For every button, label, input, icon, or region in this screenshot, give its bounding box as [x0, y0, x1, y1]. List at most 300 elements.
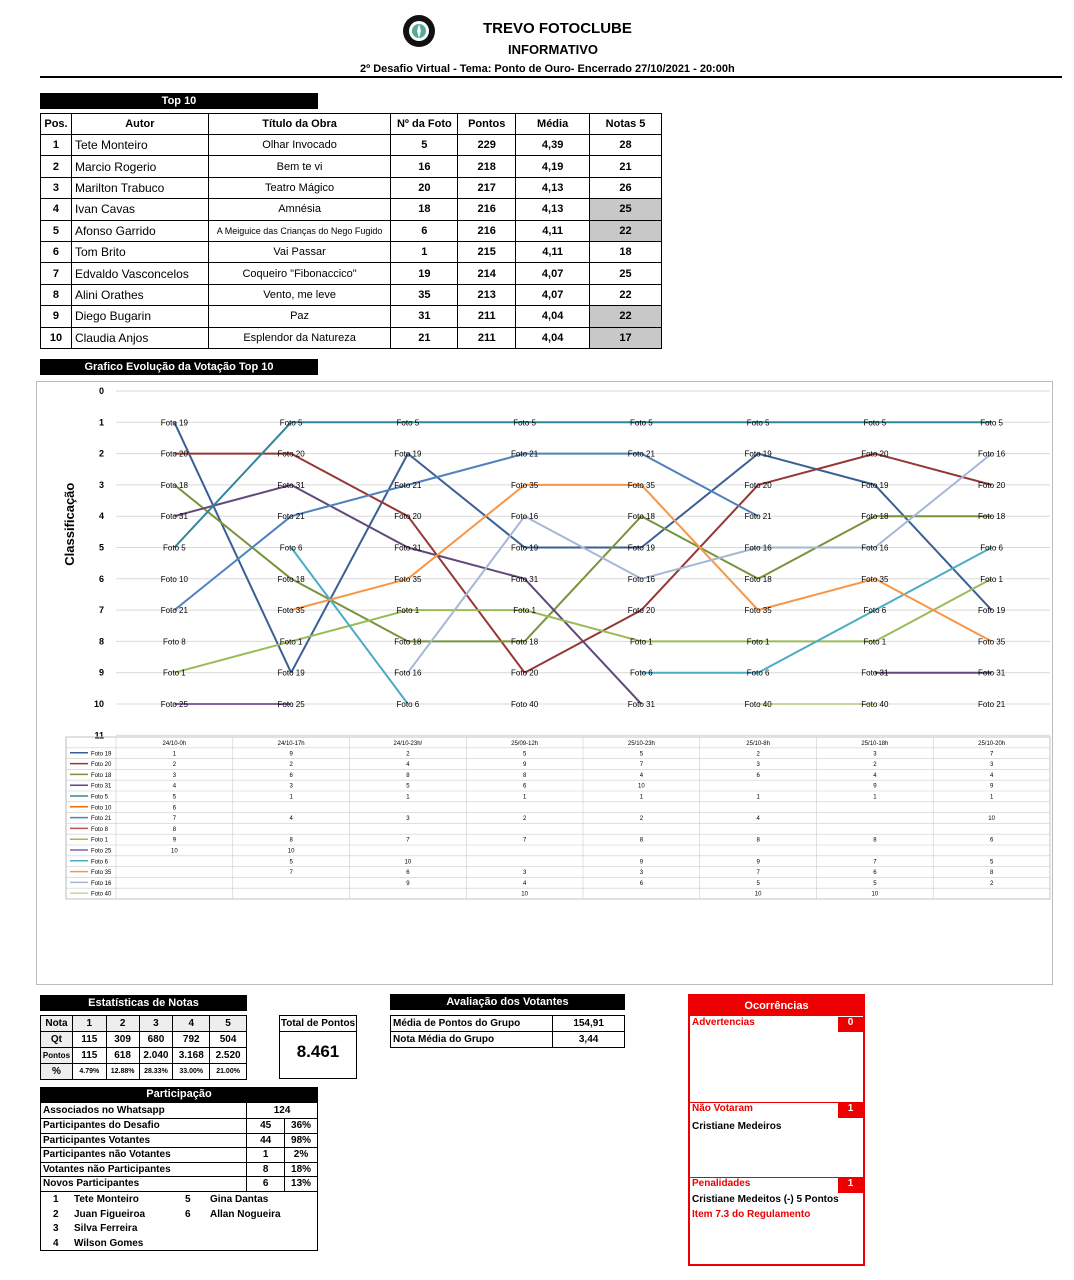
y-tick-label: 0 — [98, 386, 104, 396]
data-table-value: 4 — [989, 772, 994, 779]
author-cell: Claudia Anjos — [71, 327, 208, 348]
author-cell: Marilton Trabuco — [71, 177, 208, 198]
data-table-value: 3 — [406, 816, 410, 823]
data-table-value: 6 — [289, 772, 293, 779]
legend-entry: Foto 6 — [91, 859, 109, 866]
point-label: Foto 5 — [279, 418, 303, 428]
stats-cell: % — [41, 1064, 73, 1080]
point-label: Foto 6 — [863, 606, 887, 616]
new-participant-row — [40, 1209, 318, 1224]
data-table-frame — [66, 737, 1050, 899]
x-category-label: 24/10-17h — [277, 741, 305, 747]
data-table-value: 3 — [989, 762, 994, 769]
data-table-value: 7 — [522, 837, 527, 844]
title-cell: Olhar Invocado — [208, 135, 391, 156]
top10-col-header: Média — [516, 114, 590, 135]
legend-entry: Foto 10 — [91, 805, 112, 812]
top10-row — [41, 199, 662, 220]
point-label: Foto 16 — [511, 512, 539, 522]
stats-cell: 504 — [210, 1032, 247, 1048]
aval-value: 3,44 — [553, 1032, 625, 1048]
stats-cell: 2 — [106, 1016, 139, 1032]
data-table-value: 8 — [172, 826, 177, 833]
stats-cell: 28.33% — [139, 1064, 173, 1080]
point-label: Foto 16 — [394, 668, 422, 678]
participation-label: Novos Participantes — [41, 1177, 247, 1192]
point-label: Foto 20 — [511, 668, 539, 678]
participation-row — [41, 1133, 318, 1148]
stats-row — [41, 1016, 247, 1032]
point-label: Foto 18 — [394, 637, 422, 647]
point-label: Foto 19 — [160, 418, 188, 428]
average-cell: 4,39 — [516, 135, 590, 156]
data-table-value: 2 — [989, 880, 994, 887]
series-line-foto-31 — [174, 485, 291, 516]
stats-cell: 3 — [139, 1016, 173, 1032]
data-table-value: 5 — [289, 859, 293, 866]
average-cell: 4,13 — [516, 199, 590, 220]
point-label: Foto 21 — [277, 512, 305, 522]
stats-cell: 115 — [72, 1032, 106, 1048]
fives-cell: 21 — [590, 156, 662, 177]
title-cell: Vento, me leve — [208, 284, 391, 305]
points-cell: 216 — [458, 220, 516, 241]
point-label: Foto 31 — [160, 512, 188, 522]
data-table-value: 4 — [756, 816, 760, 823]
new-participants-list — [40, 1194, 318, 1252]
points-cell: 229 — [458, 135, 516, 156]
data-table-value: 10 — [871, 891, 879, 898]
new-participant-row — [40, 1223, 318, 1238]
participation-title: Participação — [40, 1087, 318, 1102]
fives-cell: 18 — [590, 241, 662, 262]
points-cell: 215 — [458, 241, 516, 262]
point-label: Foto 1 — [513, 606, 536, 616]
fives-cell: 26 — [590, 177, 662, 198]
point-label: Foto 21 — [627, 449, 655, 459]
participant-number: 6 — [185, 1208, 191, 1220]
participation-label: Participantes Votantes — [41, 1133, 247, 1148]
x-category-label: 25/10-20h — [978, 741, 1006, 747]
x-category-label: 25/10-23h — [627, 741, 655, 747]
points-cell: 218 — [458, 156, 516, 177]
photo-number-cell: 16 — [391, 156, 458, 177]
legend-entry: Foto 1 — [91, 837, 109, 844]
position-cell: 4 — [41, 199, 72, 220]
top10-row — [41, 306, 662, 327]
series-line-foto-16 — [641, 548, 758, 579]
evolution-chart — [36, 381, 1053, 985]
data-table-value: 8 — [756, 837, 760, 844]
point-label: Foto 31 — [277, 480, 305, 490]
stats-cell: 4.79% — [72, 1064, 106, 1080]
data-table-value: 7 — [756, 870, 760, 877]
point-label: Foto 20 — [627, 606, 655, 616]
point-label: Foto 5 — [513, 418, 536, 428]
participation-label: Votantes não Participantes — [41, 1162, 247, 1177]
points-cell: 214 — [458, 263, 516, 284]
top10-row — [41, 284, 662, 305]
data-table-value: 7 — [639, 762, 644, 769]
series-line-foto-16 — [875, 454, 992, 548]
data-table-value: 6 — [873, 870, 877, 877]
point-label: Foto 19 — [744, 449, 772, 459]
data-table-value: 8 — [873, 837, 877, 844]
series-line-foto-1 — [174, 641, 291, 672]
top10-col-header: Pontos — [458, 114, 516, 135]
point-label: Foto 35 — [627, 480, 655, 490]
point-label: Foto 6 — [746, 668, 770, 678]
penalties-count: 1 — [837, 1178, 863, 1193]
point-label: Foto 16 — [744, 543, 772, 553]
photo-number-cell: 31 — [391, 306, 458, 327]
point-label: Foto 20 — [861, 449, 889, 459]
participant-number: 2 — [53, 1208, 59, 1220]
aval-row — [391, 1016, 625, 1032]
top10-row — [41, 263, 662, 284]
participant-name: Tete Monteiro — [74, 1194, 139, 1205]
aval-label: Média de Pontos do Grupo — [391, 1016, 553, 1032]
stats-cell: 115 — [72, 1048, 106, 1064]
club-title: TREVO FOTOCLUBE — [483, 20, 632, 37]
data-table-value: 10 — [754, 891, 762, 898]
penalties-header — [690, 1178, 863, 1193]
stats-row — [41, 1048, 247, 1064]
top10-row — [41, 241, 662, 262]
title-cell: Amnésia — [208, 199, 391, 220]
data-table-value: 5 — [873, 880, 877, 887]
point-label: Foto 18 — [861, 512, 889, 522]
stats-cell: Qt — [41, 1032, 73, 1048]
legend-entry: Foto 20 — [91, 762, 112, 769]
total-box — [279, 1015, 357, 1079]
point-label: Foto 18 — [160, 480, 188, 490]
data-table-value: 10 — [988, 816, 995, 823]
data-table-value: 2 — [873, 762, 877, 769]
author-cell: Marcio Rogerio — [71, 156, 208, 177]
stats-cell: 2.520 — [210, 1048, 247, 1064]
position-cell: 10 — [41, 327, 72, 348]
aval-title: Avaliação dos Votantes — [390, 994, 625, 1010]
participant-name: Gina Dantas — [210, 1194, 269, 1205]
participation-row — [41, 1148, 318, 1163]
point-label: Foto 35 — [744, 606, 772, 616]
points-cell: 211 — [458, 306, 516, 327]
data-table-value: 2 — [406, 751, 410, 758]
top10-col-header: Nº da Foto — [391, 114, 458, 135]
x-category-label: 25/10-8h — [746, 741, 770, 747]
data-table-value: 9 — [873, 783, 877, 790]
data-table-value: 5 — [639, 751, 644, 758]
top10-row — [41, 135, 662, 156]
point-label: Foto 6 — [396, 700, 420, 709]
point-label: Foto 1 — [980, 574, 1003, 584]
title-cell: Paz — [208, 306, 391, 327]
aval-label: Nota Média do Grupo — [391, 1032, 553, 1048]
data-table-value: 2 — [172, 762, 177, 769]
points-cell: 213 — [458, 284, 516, 305]
point-label: Foto 19 — [861, 480, 889, 490]
occurrences-title: Ocorrências — [690, 996, 863, 1016]
point-label: Foto 6 — [630, 668, 653, 678]
occurrences-box — [688, 994, 865, 1266]
y-tick-label: 2 — [98, 448, 104, 459]
fives-cell: 22 — [590, 220, 662, 241]
series-line-foto-1 — [525, 610, 642, 641]
challenge-info: 2º Desafio Virtual - Tema: Ponto de Ouro- Encerrado 27/10/2021 - 20:00h — [360, 63, 735, 75]
data-table-value: 7 — [873, 859, 877, 866]
fives-cell: 25 — [590, 199, 662, 220]
photo-number-cell: 5 — [391, 135, 458, 156]
point-label: Foto 19 — [978, 606, 1006, 616]
average-cell: 4,07 — [516, 263, 590, 284]
series-line-foto-20 — [875, 454, 992, 485]
notvoted-label: Não Votaram — [692, 1103, 753, 1114]
new-participant-row — [40, 1194, 318, 1209]
fives-cell: 28 — [590, 135, 662, 156]
point-label: Foto 1 — [163, 668, 186, 678]
author-cell: Alini Orathes — [71, 284, 208, 305]
y-tick-label: 9 — [98, 667, 104, 678]
average-cell: 4,07 — [516, 284, 590, 305]
point-label: Foto 18 — [978, 512, 1006, 522]
data-table-value: 2 — [756, 751, 760, 758]
data-table-value: 10 — [404, 859, 412, 866]
data-table-value: 1 — [289, 794, 293, 801]
title-cell: Bem te vi — [208, 156, 391, 177]
y-tick-label: 6 — [98, 573, 104, 584]
position-cell: 1 — [41, 135, 72, 156]
stats-cell: 1 — [72, 1016, 106, 1032]
point-label: Foto 1 — [863, 637, 887, 647]
y-tick-label: 11 — [94, 730, 104, 741]
warnings-header — [690, 1017, 863, 1032]
point-label: Foto 16 — [627, 574, 655, 584]
point-label: Foto 20 — [744, 480, 772, 490]
participation-count: 8 — [247, 1162, 285, 1177]
photo-number-cell: 20 — [391, 177, 458, 198]
participation-label: Participantes não Votantes — [41, 1148, 247, 1163]
y-tick-label: 5 — [98, 542, 104, 553]
data-table-value: 1 — [406, 794, 410, 801]
trevo-logo-icon — [402, 14, 436, 48]
legend-entry: Foto 31 — [91, 783, 112, 790]
point-label: Foto 10 — [160, 574, 188, 584]
point-label: Foto 35 — [277, 606, 305, 616]
series-line-foto-35 — [408, 485, 525, 579]
notvoted-header — [690, 1103, 863, 1118]
data-table-value: 6 — [639, 880, 644, 887]
fives-cell: 22 — [590, 306, 662, 327]
average-cell: 4,11 — [516, 220, 590, 241]
legend-entry: Foto 8 — [91, 826, 109, 833]
point-label: Foto 18 — [511, 637, 539, 647]
penalty-text: Cristiane Medeitos (-) 5 Pontos — [692, 1194, 839, 1205]
participation-count: 1 — [247, 1148, 285, 1163]
participation-row — [41, 1103, 318, 1119]
x-category-label: 24/10-23h/ — [393, 741, 423, 747]
data-table-value: 8 — [289, 837, 293, 844]
point-label: Foto 40 — [744, 700, 772, 709]
series-line-foto-6 — [291, 548, 408, 705]
participant-number: 3 — [53, 1223, 59, 1234]
author-cell: Edvaldo Vasconcelos — [71, 263, 208, 284]
point-label: Foto 18 — [744, 574, 772, 584]
point-label: Foto 35 — [978, 637, 1006, 647]
participant-name: Allan Nogueira — [210, 1208, 281, 1220]
legend-entry: Foto 35 — [91, 870, 112, 877]
data-table-value: 2 — [639, 816, 644, 823]
point-label: Foto 35 — [861, 574, 889, 584]
top10-col-header: Título da Obra — [208, 114, 391, 135]
participation-value: 124 — [247, 1103, 318, 1119]
author-cell: Tete Monteiro — [71, 135, 208, 156]
series-line-foto-19 — [291, 454, 408, 673]
aval-row — [391, 1032, 625, 1048]
series-line-foto-21 — [174, 516, 291, 610]
data-table-value: 8 — [989, 870, 994, 877]
stats-cell: 618 — [106, 1048, 139, 1064]
point-label: Foto 20 — [277, 449, 305, 459]
data-table-value: 8 — [406, 772, 410, 779]
penalty-rule: Item 7.3 do Regulamento — [692, 1209, 811, 1220]
point-label: Foto 35 — [394, 574, 422, 584]
stats-cell: 309 — [106, 1032, 139, 1048]
author-cell: Ivan Cavas — [71, 199, 208, 220]
top10-col-header: Pos. — [41, 114, 72, 135]
stats-cell: 2.040 — [139, 1048, 173, 1064]
point-label: Foto 8 — [163, 637, 186, 647]
participation-row — [41, 1177, 318, 1192]
author-cell: Afonso Garrido — [71, 220, 208, 241]
warnings-count: 0 — [837, 1017, 863, 1032]
data-table-value: 3 — [289, 783, 293, 790]
point-label: Foto 31 — [627, 700, 655, 709]
data-table-value: 8 — [522, 772, 527, 779]
participation-pct: 13% — [285, 1177, 318, 1192]
point-label: Foto 19 — [394, 449, 422, 459]
y-tick-label: 3 — [98, 479, 104, 490]
photo-number-cell: 19 — [391, 263, 458, 284]
photo-number-cell: 18 — [391, 199, 458, 220]
point-label: Foto 18 — [277, 574, 305, 584]
participation-label: Participantes do Desafio — [41, 1119, 247, 1134]
series-line-foto-21 — [291, 485, 408, 516]
data-table-value: 5 — [522, 751, 527, 758]
data-table-value: 4 — [406, 762, 410, 769]
participation-pct: 18% — [285, 1162, 318, 1177]
point-label: Foto 31 — [978, 668, 1006, 678]
data-table-value: 1 — [172, 751, 177, 758]
data-table-value: 7 — [989, 751, 994, 758]
point-label: Foto 19 — [511, 543, 539, 553]
participation-count: 45 — [247, 1119, 285, 1134]
data-table-value: 4 — [289, 816, 293, 823]
top10-row — [41, 156, 662, 177]
stats-cell: 3.168 — [173, 1048, 210, 1064]
data-table-value: 9 — [522, 762, 527, 769]
data-table-value: 4 — [172, 783, 177, 790]
point-label: Foto 20 — [394, 512, 422, 522]
points-cell: 211 — [458, 327, 516, 348]
participation-label: Associados no Whatsapp — [41, 1103, 247, 1119]
page-subtitle: INFORMATIVO — [508, 42, 599, 57]
author-cell: Diego Bugarin — [71, 306, 208, 327]
legend-entry: Foto 21 — [91, 816, 112, 823]
data-table-value: 8 — [639, 837, 644, 844]
point-label: Foto 20 — [160, 449, 188, 459]
title-cell: Vai Passar — [208, 241, 391, 262]
total-value: 8.461 — [296, 1042, 340, 1061]
data-table-value: 6 — [756, 772, 760, 779]
fives-cell: 22 — [590, 284, 662, 305]
average-cell: 4,04 — [516, 306, 590, 327]
point-label: Foto 5 — [746, 418, 770, 428]
stats-cell: 5 — [210, 1016, 247, 1032]
top10-col-header: Autor — [71, 114, 208, 135]
notvoted-name: Cristiane Medeiros — [692, 1121, 782, 1132]
legend-entry: Foto 25 — [91, 848, 112, 855]
position-cell: 6 — [41, 241, 72, 262]
point-label: Foto 5 — [863, 418, 887, 428]
fives-cell: 17 — [590, 327, 662, 348]
point-label: Foto 16 — [978, 449, 1006, 459]
point-label: Foto 21 — [744, 512, 772, 522]
photo-number-cell: 6 — [391, 220, 458, 241]
data-table-value: 1 — [639, 794, 644, 801]
title-cell: Esplendor da Natureza — [208, 327, 391, 348]
legend-entry: Foto 40 — [91, 891, 112, 898]
x-category-label: 24/10-0h — [162, 741, 187, 747]
series-line-foto-35 — [291, 579, 408, 610]
point-label: Foto 20 — [978, 480, 1006, 490]
data-table-value: 6 — [989, 837, 994, 844]
participation-row — [41, 1162, 318, 1177]
position-cell: 7 — [41, 263, 72, 284]
data-table-value: 6 — [172, 805, 177, 812]
stats-cell: Nota — [41, 1016, 73, 1032]
data-table-value: 4 — [873, 772, 877, 779]
title-cell: Teatro Mágico — [208, 177, 391, 198]
point-label: Foto 21 — [394, 480, 422, 490]
stats-row — [41, 1032, 247, 1048]
y-tick-label: 7 — [98, 605, 104, 616]
warnings-label: Advertencias — [692, 1017, 755, 1028]
data-table-value: 9 — [289, 751, 293, 758]
top10-header-row — [41, 114, 662, 135]
top10-row — [41, 220, 662, 241]
x-category-label: 25/10-18h — [861, 741, 889, 747]
data-table-value: 3 — [639, 870, 644, 877]
point-label: Foto 1 — [396, 606, 420, 616]
data-table-value: 6 — [406, 870, 410, 877]
top10-row — [41, 177, 662, 198]
point-label: Foto 21 — [160, 606, 188, 616]
point-label: Foto 5 — [980, 418, 1003, 428]
x-category-label: 25/09-12h — [511, 741, 539, 747]
author-cell: Tom Brito — [71, 241, 208, 262]
point-label: Foto 31 — [511, 574, 539, 584]
series-line-foto-31 — [408, 548, 525, 579]
point-label: Foto 40 — [511, 700, 539, 709]
point-label: Foto 18 — [627, 512, 655, 522]
point-label: Foto 1 — [630, 637, 653, 647]
point-label: Foto 31 — [861, 668, 889, 678]
data-table-value: 1 — [873, 794, 877, 801]
participation-pct: 36% — [285, 1119, 318, 1134]
data-table-value: 7 — [172, 816, 177, 823]
point-label: Foto 25 — [277, 700, 305, 709]
